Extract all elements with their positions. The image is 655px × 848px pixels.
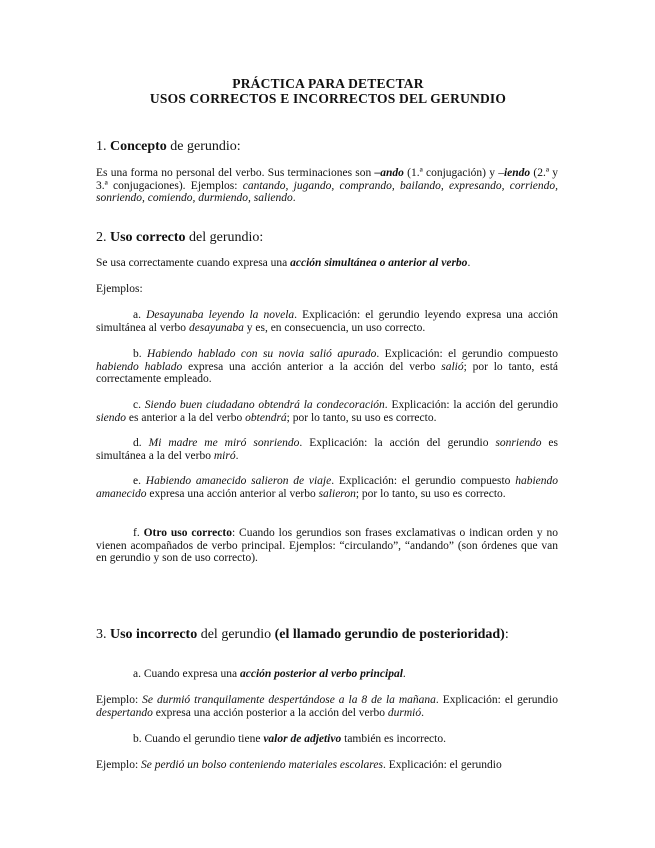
example-sentence: Habiendo amanecido salieron de viaje (145, 475, 332, 487)
text-run: : Cuando los gerundios son frases exclamativas o indican orden y no vienen acompañados de verbo principal. Ejemplos: “circulando”, “andando” (son órdenes que van en gerundio y son de uso correcto). (96, 527, 558, 565)
section-2-intro (96, 257, 470, 270)
section-3-heading-bold: Uso incorrecto (110, 627, 198, 642)
verb: salió (441, 360, 464, 373)
verb: salieron (318, 487, 356, 500)
gerund: habiendo hablado (96, 360, 183, 373)
gerund: habiendo amanecido (96, 475, 558, 500)
text-run: expresa una acción posterior a la acción del verbo (152, 706, 388, 719)
gerund: siendo (96, 411, 127, 424)
verb: miró (213, 449, 236, 462)
example-sentence: Desayunaba leyendo la novela (146, 309, 295, 321)
text-run: ; por lo tanto, su uso es correcto. (355, 487, 506, 500)
list-marker: e. (133, 475, 141, 487)
case-emphasis: acción posterior al verbo principal (239, 668, 403, 680)
text-run: . Explicación: la acción del gerundio (384, 399, 558, 411)
title-line-1: PRÁCTICA PARA DETECTAR (232, 76, 424, 91)
text-run: . Explicación: el gerundio compuesto (376, 348, 558, 360)
incorrect-case-a (133, 668, 406, 681)
section-3-heading-colon: : (504, 627, 509, 642)
list-marker: c. (133, 399, 141, 411)
example-b (96, 348, 558, 386)
text-run: . Explicación: el gerundio leyendo expresa una acción simultánea al verbo (96, 309, 558, 334)
text-run: Es una forma no personal del verbo. Sus terminaciones son (96, 167, 375, 179)
text-run: . (421, 706, 424, 719)
incorrect-example-1 (96, 694, 558, 719)
list-marker: b. (133, 733, 142, 745)
text-run: expresa una acción anterior al verbo (146, 487, 319, 500)
example-label: Ejemplo: (96, 694, 143, 706)
section-2-heading-bold: Uso correcto (110, 230, 186, 245)
text-run: Cuando el gerundio tiene (144, 733, 264, 745)
list-marker: f. (133, 527, 140, 539)
text-run: también es incorrecto. (341, 733, 446, 745)
text-run: . Explicación: el gerundio (435, 694, 558, 706)
text-run: (2.ª y 3.ª conjugaciones). Ejemplos: (96, 167, 558, 192)
gerund-examples: cantando, jugando, comprando, bailando, expresando, corriendo, sonriendo, comiendo, durmiendo, saliendo (96, 179, 558, 205)
section-3-heading-paren: (el llamado gerundio de posterioridad) (274, 627, 505, 642)
example-f (96, 527, 558, 565)
document-title (96, 76, 560, 106)
title-line-2: USOS CORRECTOS E INCORRECTOS DEL GERUNDIO (149, 91, 507, 106)
text-run: . Explicación: la acción del gerundio (299, 437, 496, 449)
section-3-heading (96, 626, 509, 643)
list-marker: a. (133, 309, 141, 321)
example-a (96, 309, 558, 334)
text-run: . (235, 449, 239, 462)
text-run: es simultánea a la del verbo (96, 437, 559, 462)
text-run: Cuando expresa una (143, 668, 240, 680)
section-1-number: 1. (96, 139, 107, 154)
case-emphasis: valor de adjetivo (263, 733, 342, 745)
example-label: Ejemplo: (96, 759, 142, 771)
example-sentence: Se perdió un bolso conteniendo materiales escolares (141, 759, 383, 771)
gerund: sonriendo (495, 437, 542, 449)
text-run: es anterior a la del verbo (126, 411, 246, 424)
examples-label: Ejemplos: (96, 283, 143, 295)
text-run: . Explicación: el gerundio (382, 759, 502, 771)
section-2-heading-rest: del gerundio: (189, 230, 264, 245)
section-2-number: 2. (96, 230, 107, 245)
section-1-heading-rest: de gerundio: (170, 139, 241, 154)
text-run: expresa una acción anterior a la acción del verbo (182, 360, 442, 373)
text-run: . Explicación: el gerundio compuesto (331, 475, 516, 487)
section-1-heading (96, 138, 241, 155)
example-sentence: Siendo buen ciudadano obtendrá la condecoración (144, 399, 385, 411)
verb: desayunaba (188, 321, 244, 334)
section-1-heading-bold: Concepto (110, 139, 167, 154)
verb: obtendrá (245, 411, 287, 424)
ending-ando: –ando (374, 167, 404, 179)
incorrect-case-b (133, 733, 446, 746)
example-c (96, 399, 558, 424)
text-run: (1.ª conjugación) y – (403, 167, 504, 179)
text-run: ; por lo tanto, está correctamente empleado. (96, 360, 558, 386)
example-d (96, 437, 558, 462)
example-sentence: Mi madre me miró sonriendo (148, 437, 300, 449)
incorrect-example-2 (96, 759, 558, 772)
verb: durmió (387, 706, 422, 719)
bold-label: Otro uso correcto (143, 527, 232, 539)
list-marker: a. (133, 668, 141, 680)
text-run: Se usa correctamente cuando expresa una (96, 257, 291, 269)
section-3-number: 3. (96, 627, 107, 642)
list-marker: b. (133, 348, 142, 360)
text-run: y es, en consecuencia, un uso correcto. (243, 321, 426, 334)
text-run: . (402, 668, 406, 680)
section-3-heading-rest: del gerundio (200, 627, 272, 642)
text-run: . (467, 257, 471, 269)
section-2-heading (96, 229, 263, 246)
ending-iendo: iendo (503, 167, 531, 179)
section-1-paragraph (96, 167, 558, 205)
example-sentence: Se durmió tranquilamente despertándose a la 8 de la mañana (142, 694, 436, 706)
intro-emphasis: acción simultánea o anterior al verbo (290, 257, 468, 269)
gerund: despertando (96, 706, 153, 719)
example-e (96, 475, 558, 500)
text-run: ; por lo tanto, su uso es correcto. (286, 411, 437, 424)
text-run: . (292, 192, 296, 205)
example-sentence: Habiendo hablado con su novia salió apurado (147, 348, 377, 360)
list-marker: d. (133, 437, 142, 449)
